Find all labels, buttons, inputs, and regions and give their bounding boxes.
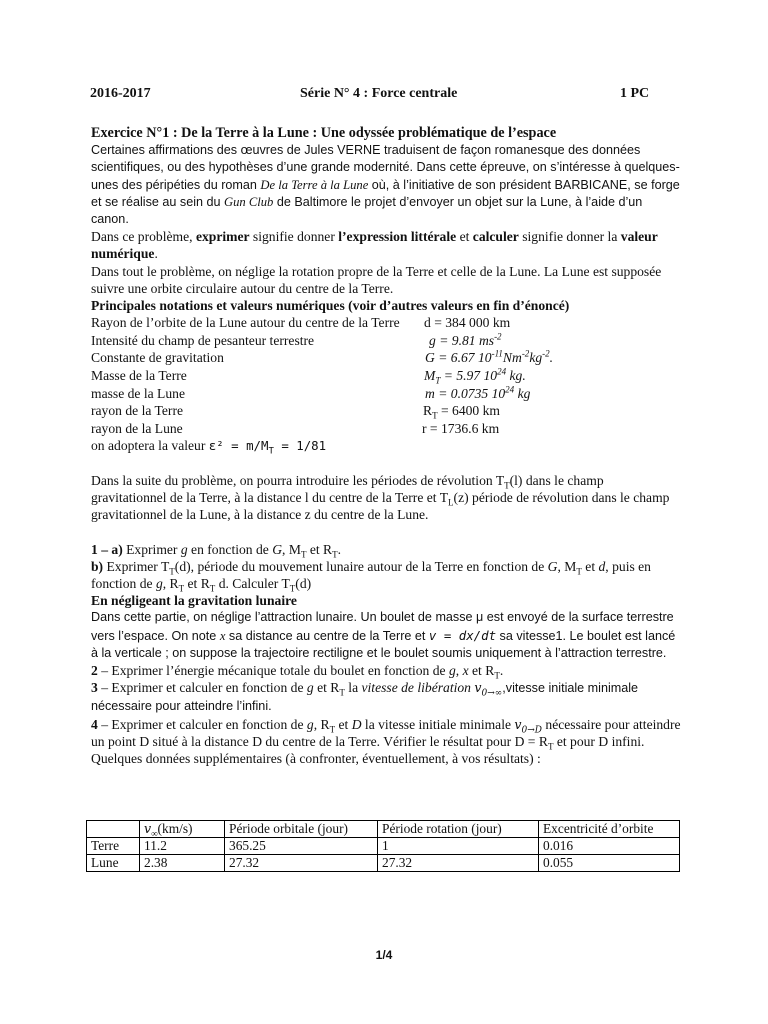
- constant-epsilon: on adoptera la valeur $\varepsilon^2 = m/M_T = 1/81$: [91, 438, 327, 457]
- table-row: Terre 11.2 365.25 1 0.016: [87, 838, 680, 855]
- question-2: 2 – Exprimer l’énergie mécanique totale du boulet en fonction de g, x et $R_T$.: [91, 663, 504, 681]
- page-header: [90, 86, 653, 106]
- question-3: 3 – Exprimer et calculer en fonction de g et $R_T$ la vitesse de libération $v_{0\to\infty},vitesse$ initiale minimale nécessaire pour atteindre l’infini.: [91, 680, 639, 714]
- constant-RT: rayon de la Terre $R_T = 6400$ km: [91, 403, 500, 421]
- exercise-title: Exercice N°1 : De la Terre à la Lune : Une odyssée problématique de l’espace: [91, 125, 557, 141]
- neglect-paragraph: Dans cette partie, on néglige l’attraction lunaire. Un boulet de masse μ est envoyé de la surface terrestre vers l’espace. On note x sa distance au centre de la Terre et v = dx/dt sa vitesse1. Le boulet est lancé à la verticale ; on suppose la trajectoire rectiligne et le boulet soumis uniquement à l’attraction terrestre.: [91, 610, 676, 660]
- periods-paragraph: Dans la suite du problème, on pourra introduire les périodes de révolution $T_T(l)$ dans le champ gravitationnel de la Terre, à la distance l du centre de la Terre et $T_L(z)$ période de révolution dans le champ gravitationnel de la Lune, à la distance z du centre de la Lune.: [91, 472, 670, 523]
- extra-data-intro: Quelques données supplémentaires (à confronter, éventuellement, à vos résultats) :: [91, 751, 541, 767]
- school-year: 2016-2017: [90, 86, 151, 101]
- table-header-row: $v_\infty(km/s)$ Période orbitale (jour) Période rotation (jour) Excentricité d’orbite: [87, 821, 680, 838]
- constant-orbit: Rayon de l’orbite de la Lune autour du centre de la Terre d = 384 000 km: [91, 315, 511, 331]
- constants-list: [91, 314, 681, 455]
- constant-g: Intensité du champ de pesanteur terrestre g = 9.81 $ms^{-2}$: [91, 331, 502, 348]
- constant-rL: rayon de la Lune r = 1736.6 km: [91, 420, 500, 436]
- table-row: Lune 2.38 27.32 27.32 0.055: [87, 855, 680, 872]
- intro-paragraph: Certaines affirmations des œuvres de Jules VERNE traduisent de façon romanesque des données scientifiques, ou des hypothèses d’une grande modernité. Dans cette épreuve, on s’intéresse à quelques- unes des péripéties du roman De la Terre à la Lune où, à l’initiative de son président BARBICANE, se forge et se réalise au sein du Gun Club de Baltimore le projet d’envoyer un objet sur la Lune, à l’aide d’un canon.: [91, 143, 680, 227]
- constant-G: Constante de gravitation G = 6.67 $10^{-11}Nm^{-2}kg^{-2}$.: [91, 348, 554, 366]
- definition-paragraph: Dans ce problème, exprimer signifie donner l’expression littérale et calculer signifie donner la valeur numérique.: [91, 229, 658, 262]
- constant-mL: masse de la Lune m = 0.0735 $10^{24}$ kg: [91, 384, 531, 401]
- document-body: [91, 125, 681, 767]
- question-1a: 1 – a) Exprimer g en fonction de G, $M_T$ et $R_T$.: [91, 541, 342, 560]
- rotation-paragraph: Dans tout le problème, on néglige la rotation propre de la Terre et celle de la Lune. La Lune est supposée suivre une orbite circulaire autour du centre de la Terre.: [91, 263, 662, 296]
- data-table: [86, 820, 680, 872]
- constant-MT: Masse de la Terre $M_T = 5.97$ $10^{24}$ kg.: [91, 366, 526, 386]
- class-label: 1 PC: [620, 86, 650, 101]
- question-1b: b) Exprimer $T_T(d)$, période du mouvement lunaire autour de la Terre en fonction de G, $M_T$ et d, puis en fonction de g, $R_T$ et $R_T$ d. Calculer $T_T(d)$: [91, 558, 651, 594]
- page-number: 1/4: [375, 948, 393, 962]
- section-neglect-title: En négligeant la gravitation lunaire: [91, 593, 297, 609]
- question-4: 4 – Exprimer et calculer en fonction de g, $R_T$ et D la vitesse initiale minimale $v_{0\to D}$ nécessaire pour atteindre un point D situé à la distance D du centre de la Terre. Vérifier le résultat pour $D = R_T$ et pour D infini.: [91, 716, 681, 752]
- notations-title: Principales notations et valeurs numériques (voir d’autres valeurs en fin d’énoncé): [91, 298, 570, 314]
- series-title: Série N° 4 : Force centrale: [300, 86, 458, 101]
- header-velocity: $v_\infty(km/s)$: [140, 821, 225, 838]
